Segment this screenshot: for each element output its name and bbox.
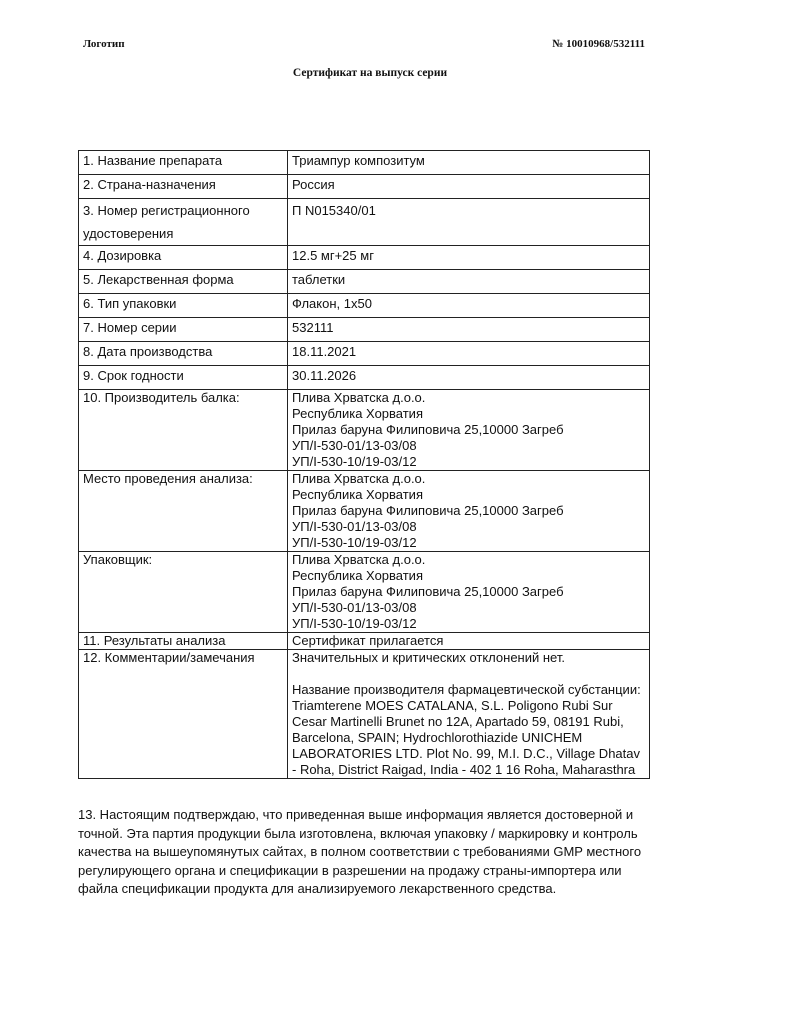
table-row [79,650,650,779]
row-value: Значительных и критических отклонений нет. Название производителя фармацевтической субстанции: Triamterene MOES CATALANA, S.L. Poligono Rubi Sur Cesar Martinelli Brunet no 12A, Apartado 59, 08191 Rubi, Barcelona, SPAIN; Hydrochlorothiazide UNICHEM LABORATORIES LTD. Plot No. 99, M.I. D.C., Village Dhatav - Roha, District Raigad, India - 402 1 16 Roha, Maharasthra [288,650,650,779]
table-row [79,633,650,650]
row-label: Упаковщик: [79,552,288,633]
row-label: 7. Номер серии [79,318,288,342]
row-label: 4. Дозировка [79,246,288,270]
table-row [79,366,650,390]
row-label: 5. Лекарственная форма [79,270,288,294]
table-row [79,294,650,318]
row-value: 12.5 мг+25 мг [288,246,650,270]
row-label: 9. Срок годности [79,366,288,390]
certificate-table [78,150,650,779]
row-label: 10. Производитель балка: [79,390,288,471]
row-value: Сертификат прилагается [288,633,650,650]
table-row [79,270,650,294]
table-row [79,390,650,471]
row-value: Плива Хрватска д.о.о. Республика Хорватия Прилаз баруна Филиповича 25,10000 Загреб УП/I-530-01/13-03/08 УП/I-530-10/19-03/12 [288,552,650,633]
logo-placeholder: Логотип [83,38,125,50]
row-value: Плива Хрватска д.о.о. Республика Хорватия Прилаз баруна Филиповича 25,10000 Загреб УП/I-530-01/13-03/08 УП/I-530-10/19-03/12 [288,390,650,471]
table-row [79,246,650,270]
row-label: 2. Страна-назначения [79,175,288,199]
table-row [79,471,650,552]
row-label: Место проведения анализа: [79,471,288,552]
table-row [79,151,650,175]
declaration-paragraph: 13. Настоящим подтверждаю, что приведенная выше информация является достоверной и точной. Эта партия продукции была изготовлена, включая упаковку / маркировку и контроль качества на вышеупомянутых сайтах, в полном соответствии с требованиями GMP местного регулирующего органа и спецификации в разрешении на продажу страны-импортера или файла спецификации продукта для анализируемого лекарственного средства. [78,807,642,897]
row-label: 3. Номер регистрационного удостоверения [79,199,288,246]
row-value: Триампур композитум [288,151,650,175]
table-row [79,318,650,342]
row-value: таблетки [288,270,650,294]
row-value: 30.11.2026 [288,366,650,390]
table-row [79,552,650,633]
row-value: Плива Хрватска д.о.о. Республика Хорватия Прилаз баруна Филиповича 25,10000 Загреб УП/I-530-01/13-03/08 УП/I-530-10/19-03/12 [288,471,650,552]
row-label: 12. Комментарии/замечания [79,650,288,779]
row-value: 532111 [288,318,650,342]
row-label: 1. Название препарата [79,151,288,175]
certificate-number: № 10010968/532111 [552,38,645,50]
row-value: П N015340/01 [288,199,650,246]
row-label: 8. Дата производства [79,342,288,366]
row-value: Флакон, 1х50 [288,294,650,318]
row-value: 18.11.2021 [288,342,650,366]
table-row [79,342,650,366]
table-row [79,199,650,246]
row-label: 6. Тип упаковки [79,294,288,318]
row-label: 11. Результаты анализа [79,633,288,650]
table-row [79,175,650,199]
document-title: Сертификат на выпуск серии [292,67,448,79]
row-value: Россия [288,175,650,199]
